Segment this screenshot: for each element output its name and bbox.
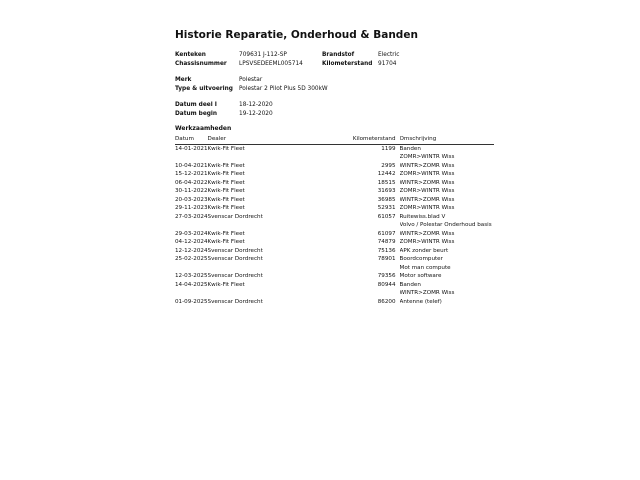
cell-dealer: Svenscar Dordrecht — [207, 273, 263, 279]
cell-dealer: Kwik-Fit Fleet — [207, 145, 245, 152]
cell-date: 29-03-2024 — [175, 230, 208, 237]
cell-description: Ruitewiss.blad V — [399, 213, 446, 220]
cell-description: Banden — [399, 145, 421, 152]
cell-dealer — [208, 221, 339, 230]
table-header-row — [175, 135, 494, 144]
cell-description: Mot man compute — [399, 264, 451, 271]
table-row — [175, 298, 494, 307]
page-title: Historie Reparatie, Onderhoud & Banden — [175, 29, 418, 41]
cell-dealer: Kwik-Fit Fleet — [207, 171, 245, 177]
cell-description: ZOMR>WINTR Wiss — [399, 239, 455, 245]
cell-date: 15-12-2021 — [175, 171, 208, 177]
field-label: Merk — [175, 77, 192, 83]
table-row — [175, 153, 494, 162]
cell-date: 14-01-2021 — [175, 145, 208, 152]
cell-description: WINTR>ZOMR Wiss — [399, 162, 455, 169]
cell-km: 31693 — [377, 188, 396, 194]
column-header-km: Kilometerstand — [339, 135, 400, 144]
cell-km: 18515 — [377, 179, 396, 186]
cell-dealer: Kwik-Fit Fleet — [207, 281, 245, 288]
table-row — [175, 238, 494, 247]
cell-dealer: Kwik-Fit Fleet — [207, 205, 245, 211]
field-label: Datum deel I — [175, 102, 217, 108]
cell-km: 74879 — [377, 239, 396, 245]
field-label: Type & uitvoering — [175, 86, 233, 92]
table-row — [175, 255, 494, 264]
cell-dealer — [208, 289, 339, 298]
cell-description: WINTR>ZOMR Wiss — [399, 230, 455, 237]
cell-dealer: Kwik-Fit Fleet — [207, 188, 245, 194]
cell-km: 80944 — [377, 281, 396, 288]
cell-description: ZOMR>WINTR Wiss — [399, 205, 455, 211]
cell-date: 29-11-2023 — [175, 205, 208, 211]
table-row — [175, 221, 494, 230]
cell-km: 75136 — [377, 247, 396, 254]
section-title: Werkzaamheden — [175, 125, 232, 132]
field-value: Polestar — [239, 77, 263, 83]
cell-km: 12442 — [377, 171, 396, 177]
table-row — [175, 264, 494, 273]
column-header-dealer: Dealer — [208, 135, 339, 144]
field-label: Chassisnummer — [175, 61, 227, 67]
cell-description: APK zonder beurt — [399, 247, 449, 254]
cell-date: 12-12-2024 — [175, 247, 208, 254]
cell-dealer: Kwik-Fit Fleet — [207, 162, 245, 169]
cell-date: 01-09-2025 — [175, 298, 208, 305]
cell-km — [339, 264, 400, 273]
cell-dealer — [208, 264, 339, 273]
cell-km: 61057 — [377, 213, 396, 220]
field-value: 91704 — [378, 61, 397, 67]
cell-date — [175, 221, 208, 230]
field-label: Kilometerstand — [322, 61, 373, 67]
cell-date: 06-04-2022 — [175, 179, 208, 186]
cell-date: 30-11-2022 — [175, 188, 208, 194]
table-row — [175, 247, 494, 256]
cell-date: 14-04-2025 — [175, 281, 208, 288]
cell-description: ZOMR>WINTR Wiss — [399, 188, 455, 194]
cell-dealer: Kwik-Fit Fleet — [207, 196, 245, 203]
column-header-description: Omschrijving — [400, 135, 494, 144]
cell-date: 25-02-2025 — [175, 256, 208, 262]
cell-date: 12-03-2025 — [175, 273, 208, 279]
cell-km: 36985 — [377, 196, 396, 203]
cell-dealer: Kwik-Fit Fleet — [207, 239, 245, 245]
table-row — [175, 289, 494, 298]
cell-description: ZOMR>WINTR Wiss — [399, 171, 455, 177]
cell-date: 27-03-2024 — [175, 213, 208, 220]
table-row — [175, 213, 494, 222]
cell-dealer: Kwik-Fit Fleet — [207, 230, 245, 237]
table-row — [175, 281, 494, 290]
cell-dealer: Kwik-Fit Fleet — [207, 179, 245, 186]
cell-km — [339, 153, 400, 162]
cell-description: Boordcomputer — [399, 256, 443, 262]
cell-km — [339, 289, 400, 298]
field-value: 19-12-2020 — [239, 111, 273, 117]
cell-date: 04-12-2024 — [175, 239, 208, 245]
cell-description: Volvo / Polestar Onderhoud basis — [399, 222, 492, 228]
cell-date — [175, 289, 208, 298]
cell-km: 61097 — [377, 230, 396, 237]
cell-dealer — [208, 153, 339, 162]
cell-date: 10-04-2021 — [175, 162, 208, 169]
cell-km — [339, 221, 400, 230]
cell-dealer: Svenscar Dordrecht — [207, 256, 263, 262]
cell-km: 79356 — [377, 273, 396, 279]
field-label: Datum begin — [175, 111, 218, 117]
work-history-table — [175, 135, 494, 306]
table-row — [175, 144, 494, 153]
cell-date — [175, 264, 208, 273]
field-value: 709631 J-112-SP — [239, 52, 287, 58]
cell-date — [175, 153, 208, 162]
cell-date: 20-03-2023 — [175, 196, 208, 203]
cell-dealer: Svenscar Dordrecht — [207, 247, 263, 254]
cell-dealer: Svenscar Dordrecht — [207, 213, 263, 220]
cell-description: WINTR>ZOMR Wiss — [399, 179, 455, 186]
cell-km: 2995 — [381, 162, 396, 169]
field-value: LPSVSEDEEML005714 — [239, 61, 303, 67]
field-value: Electric — [378, 52, 400, 58]
table-row — [175, 230, 494, 239]
cell-description: ZOMR>WINTR Wiss — [399, 154, 455, 160]
cell-km: 78901 — [377, 256, 396, 262]
cell-km: 1199 — [381, 145, 396, 152]
cell-description: WINTR>ZOMR Wiss — [399, 196, 455, 203]
cell-km: 86200 — [377, 298, 396, 305]
cell-description: Antenne (telef) — [399, 298, 442, 305]
cell-description: Banden — [399, 281, 421, 288]
table-row — [175, 196, 494, 205]
field-value: 18-12-2020 — [239, 102, 273, 108]
column-header-date: Datum — [175, 135, 208, 144]
cell-dealer: Svenscar Dordrecht — [207, 298, 263, 305]
table-row — [175, 204, 494, 213]
table-row — [175, 170, 494, 179]
table-row — [175, 187, 494, 196]
cell-description: Motor software — [399, 273, 442, 279]
cell-km: 52931 — [377, 205, 396, 211]
cell-description: WINTR>ZOMR Wiss — [399, 290, 455, 296]
table-row — [175, 272, 494, 281]
field-label: Brandstof — [322, 52, 355, 58]
field-label: Kenteken — [175, 52, 206, 58]
field-value: Polestar 2 Pilot Plus 5D 300kW — [239, 86, 328, 92]
table-row — [175, 162, 494, 171]
table-row — [175, 179, 494, 188]
